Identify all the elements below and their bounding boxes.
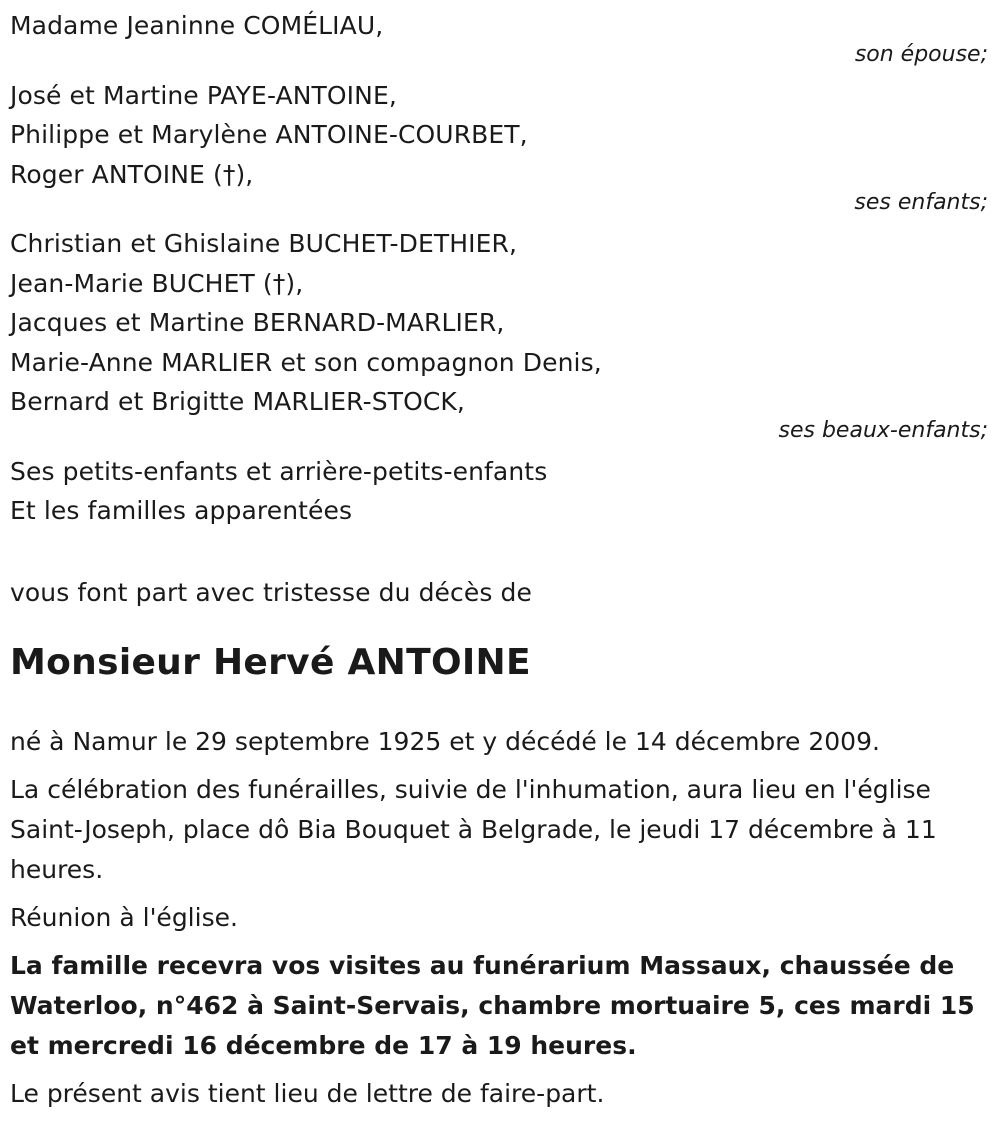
extended-family-section [10,452,990,531]
children-section [10,76,990,219]
family-line: Ses petits-enfants et arrière-petits-enfants [10,456,548,486]
obituary-notice [10,6,990,1122]
children-role: ses enfants; [854,190,988,215]
meeting-text: Réunion à l'église. [10,903,238,932]
ceremony-text: La célébration des funérailles, suivie de l'inhumation, aura lieu en l'église Saint-Joseph, place dô Bia Bouquet à Belgrade, le jeudi 17 décembre à 11 heures. [10,775,937,884]
in-law-name: Jacques et Martine BERNARD-MARLIER, [10,308,505,337]
in-law-name: Christian et Ghislaine BUCHET-DETHIER, [10,229,518,258]
visits-text: La famille recevra vos visites au funérarium Massaux, chaussée de Waterloo, n°462 à Saint-Servais, chambre mortuaire 5, ces mardi 15 et mercredi 16 décembre de 17 à 19 heures. [10,951,975,1060]
in-laws-role: ses beaux-enfants; [778,417,988,443]
spouse-section [10,6,990,70]
in-law-name: Jean-Marie BUCHET (†), [10,268,304,298]
child-name: Philippe et Marylène ANTOINE-COURBET, [10,120,528,149]
in-law-name: Bernard et Brigitte MARLIER-STOCK, [10,387,465,416]
deceased-name: Monsieur Hervé ANTOINE [10,642,531,683]
family-line: Et les familles apparentées [10,496,353,525]
child-name: José et Martine PAYE-ANTOINE, [10,80,397,110]
in-laws-section [10,224,990,446]
spouse-role: son épouse; [854,41,988,67]
spouse-name: Madame Jeaninne COMÉLIAU, [10,11,384,40]
birth-death-text: né à Namur le 29 septembre 1925 et y décédé le 14 décembre 2009. [10,727,880,756]
child-name: Roger ANTOINE (†), [10,159,254,189]
announcement-text: vous font part avec tristesse du décès de [10,577,532,607]
in-law-name: Marie-Anne MARLIER et son compagnon Denis, [10,347,602,377]
closing-text: Le présent avis tient lieu de lettre de faire-part. [10,1079,605,1108]
